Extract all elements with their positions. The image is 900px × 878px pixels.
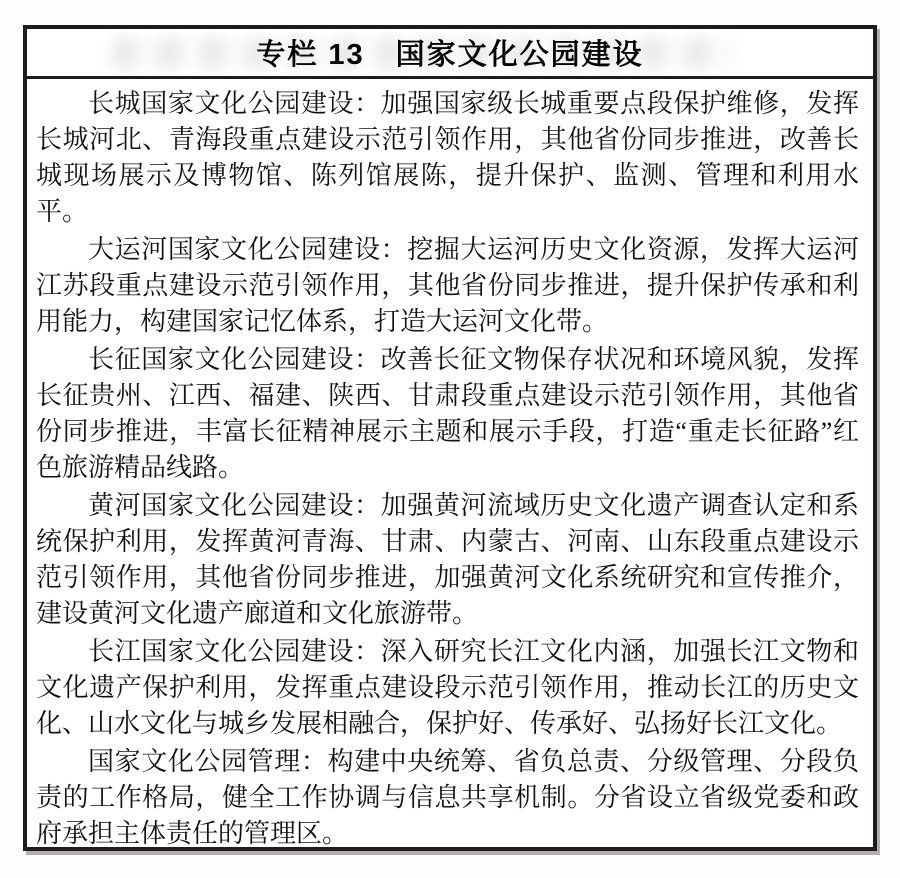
- paragraph: 长城国家文化公园建设：加强国家级长城重要点段保护维修，发挥长城河北、青海段重点建设示范引领作用，其他省份同步推进，改善长城现场展示及博物馆、陈列馆展陈，提升保护、监测、管理和利用水平。: [36, 89, 859, 226]
- column-box-body: [27, 79, 873, 852]
- paragraph: 长江国家文化公园建设：深入研究长江文化内涵，加强长江文物和文化遗产保护利用，发挥重点建设段示范引领作用，推动长江的历史文化、山水文化与城乡发展相融合，保护好、传承好、弘扬好长江文化。: [36, 637, 859, 738]
- column-box-title: 专栏 13 国家文化公园建设: [256, 39, 644, 71]
- paragraph: 黄河国家文化公园建设：加强黄河流域历史文化遗产调查认定和系统保护利用，发挥黄河青海、甘肃、内蒙古、河南、山东段重点建设示范引领作用，其他省份同步推进，加强黄河文化系统研究和宣传推介，建设黄河文化遗产廊道和文化旅游带。: [36, 491, 859, 628]
- paragraph: 大运河国家文化公园建设：挖掘大运河历史文化资源，发挥大运河江苏段重点建设示范引领作用，其他省份同步推进，提升保护传承和利用能力，构建国家记忆体系，打造大运河文化带。: [36, 235, 859, 336]
- column-box-header: [27, 29, 873, 79]
- column-box: [23, 25, 877, 851]
- paragraph: 国家文化公园管理：构建中央统筹、省负总责、分级管理、分段负责的工作格局，健全工作协调与信息共享机制。分省设立省级党委和政府承担主体责任的管理区。: [36, 747, 859, 848]
- paragraph: 长征国家文化公园建设：改善长征文物保存状况和环境风貌，发挥长征贵州、江西、福建、陕西、甘肃段重点建设示范引领作用，其他省份同步推进，丰富长征精神展示主题和展示手段，打造“重走长征路”红色旅游精品线路。: [36, 345, 859, 482]
